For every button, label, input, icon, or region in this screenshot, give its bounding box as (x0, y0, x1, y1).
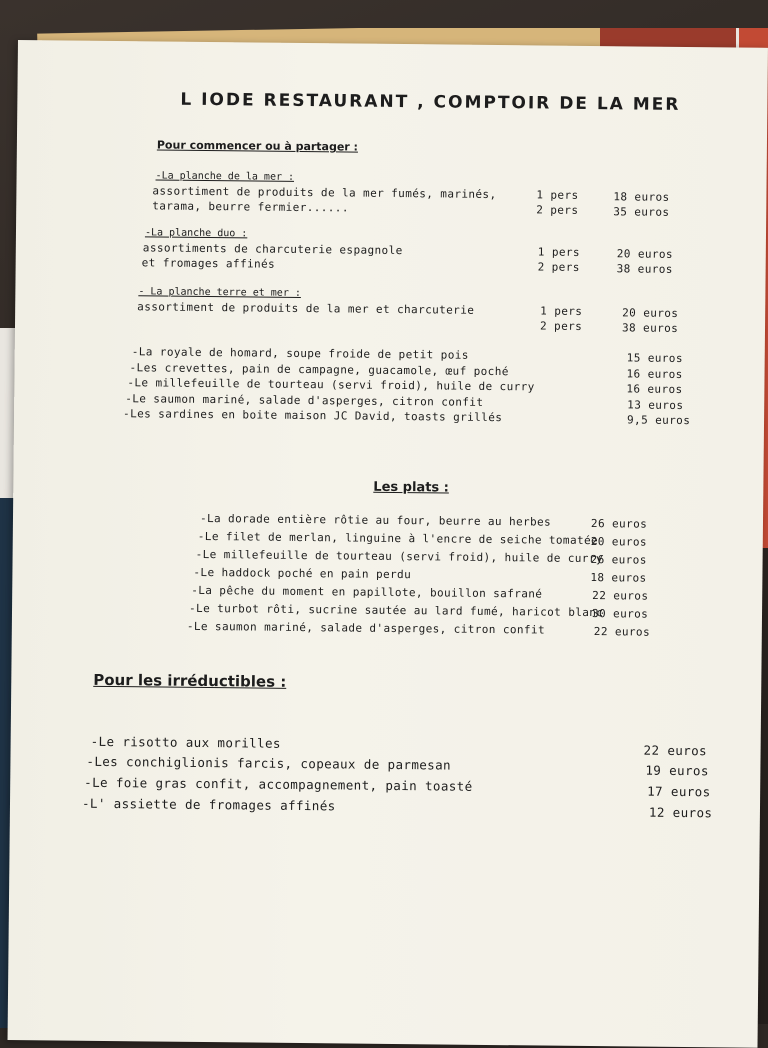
menu-item-price: 30 euros (591, 607, 649, 621)
platter-size: 1 pers (540, 304, 583, 318)
platter-description: assortiment de produits de la mer et charcuterie (137, 300, 475, 317)
platter-size: 1 pers (537, 245, 581, 259)
menu-item-price: 9,5 euros (626, 413, 691, 428)
menu-item: -Le haddock poché en pain perdu (193, 565, 412, 582)
menu-item: -Le filet de merlan, linguine à l'encre de seiche tomatée (197, 529, 599, 548)
restaurant-title: L IODE RESTAURANT , COMPTOIR DE LA MER (180, 89, 681, 115)
menu-item-price: 22 euros (593, 625, 651, 639)
menu-item: -Le millefeuille de tourteau (servi froid), huile de curry (195, 547, 603, 566)
menu-item: -La royale de homard, soupe froide de petit pois (131, 345, 469, 362)
platter-description: et fromages affinés (141, 256, 276, 271)
menu-item: -Le turbot rôti, sucrine sautée au lard fumé, haricot blanc (188, 601, 604, 620)
menu-item-price: 18 euros (590, 571, 647, 585)
menu-item: -Le millefeuille de tourteau (servi froid), huile de curry (127, 376, 535, 394)
section-heading-mains: Les plats : (373, 479, 449, 496)
menu-item: -Les crevettes, pain de campagne, guacamole, œuf poché (129, 361, 509, 379)
platter-name: -La planche duo : (144, 227, 248, 240)
menu-item: -Les conchiglionis farcis, copeaux de parmesan (86, 753, 452, 773)
platter-size: 2 pers (539, 319, 583, 333)
menu-item: -L' assiette de fromages affinés (81, 795, 336, 814)
menu-item-price: 16 euros (626, 367, 683, 381)
menu-item-price: 16 euros (626, 382, 683, 396)
platter-description: tarama, beurre fermier...... (152, 199, 349, 215)
menu-item-price: 19 euros (645, 762, 709, 779)
menu-item: -Les sardines en boite maison JC David, toasts grillés (123, 407, 503, 425)
platter-price: 38 euros (621, 321, 679, 335)
platter-size: 2 pers (536, 203, 579, 217)
menu-item-price: 22 euros (592, 589, 649, 603)
section-heading-irreducibles: Pour les irréductibles : (93, 670, 287, 691)
platter-price: 38 euros (616, 262, 673, 276)
menu-item-price: 22 euros (643, 742, 708, 759)
menu-item: -Le risotto aux morilles (90, 733, 281, 751)
platter-price: 18 euros (613, 190, 670, 204)
menu-item-price: 15 euros (626, 351, 683, 365)
menu-item-price: 26 euros (590, 517, 648, 531)
menu-item: -La pêche du moment en papillote, bouillon safrané (191, 583, 543, 601)
platter-name: -La planche de la mer : (155, 170, 295, 183)
platter-price: 20 euros (622, 306, 679, 320)
platter-price: 20 euros (616, 247, 674, 261)
menu-sheet (8, 40, 768, 1048)
platter-description: assortiments de charcuterie espagnole (142, 241, 403, 258)
platter-size: 1 pers (536, 188, 579, 202)
section-heading-starters: Pour commencer ou à partager : (156, 138, 359, 154)
menu-item: -La dorade entière rôtie au four, beurre au herbes (199, 511, 552, 529)
menu-item: -Le saumon mariné, salade d'asperges, citron confit (125, 392, 484, 409)
menu-item-price: 20 euros (590, 535, 648, 549)
menu-item-price: 13 euros (627, 398, 684, 412)
platter-price: 35 euros (613, 205, 670, 219)
menu-item: -Le foie gras confit, accompagnement, pain toasté (84, 774, 473, 794)
menu-item-price: 17 euros (647, 783, 711, 800)
platter-name: - La planche terre et mer : (138, 286, 301, 299)
menu-item: -Le saumon mariné, salade d'asperges, citron confit (186, 619, 546, 637)
platter-description: assortiment de produits de la mer fumés, marinés, (152, 184, 497, 202)
menu-item-price: 12 euros (648, 804, 713, 821)
platter-size: 2 pers (537, 260, 580, 274)
menu-item-price: 26 euros (590, 553, 647, 567)
